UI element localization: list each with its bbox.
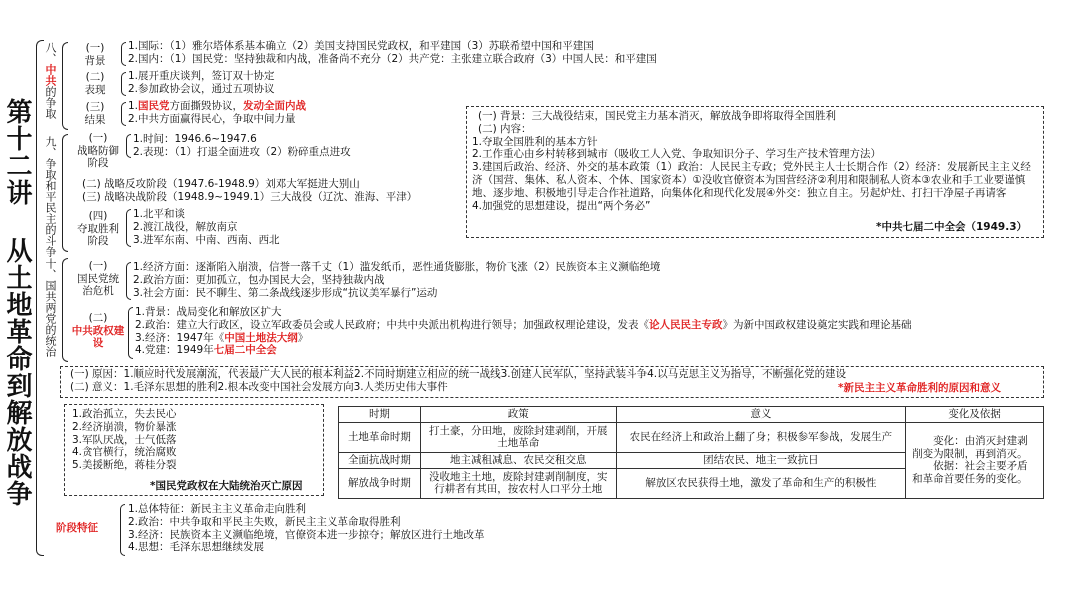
ch8-sec3-brace <box>121 102 126 126</box>
change-basis-cell: 变化：由消灭封建剥削变为限制，再到消灭。 依据：社会主要矛盾和革命首要任务的变化。 <box>906 422 1044 498</box>
ch8-sec2-lines: 1.展开重庆谈判，签订双十协定 2.参加政协会议，通过五项协议 <box>128 70 275 95</box>
ch8-sec3-label: (三) 结果 <box>84 101 106 126</box>
second-plenum-tag: *中共七届二中全会（1949.3） <box>876 221 1028 233</box>
table-cell: 团结农民、地主一致抗日 <box>616 452 906 468</box>
ch10-sec1-brace <box>126 262 131 300</box>
table-cell: 全面抗战时期 <box>339 452 421 468</box>
ch8-brace <box>62 42 68 130</box>
ch8-sec1-brace <box>121 42 126 66</box>
ch9-brace <box>62 134 68 252</box>
ch10-sec2-brace <box>128 307 133 359</box>
table-cell: 打土豪，分田地，废除封建剥削，开展土地革命 <box>420 422 616 452</box>
page-title: 第十二讲 从土地革命到解放战争 <box>2 98 32 507</box>
header-policy: 政策 <box>420 407 616 423</box>
ch9-sec1-label: (一) 战略防御阶段 <box>77 132 119 170</box>
kmt-collapse-list: 1.政治孤立，失去民心 2.经济崩溃，物价暴涨 3.军队厌战，士气低落 4.贪官横行，统治腐败 5.美援断绝，蒋桂分裂 <box>72 408 177 472</box>
ch9-sec4-lines: 1.北平和谈 2.渡江战役，解放南京 3.进军东南、中南、西南、西北 <box>133 208 280 246</box>
table-cell: 没收地主土地，废除封建剥削制度，实行耕者有其田，按农村人口平分土地 <box>420 468 616 498</box>
ch9-sec1-brace <box>126 134 131 158</box>
table-cell: 农民在经济上和政治上翻了身；积极参军参战，发展生产 <box>616 422 906 452</box>
main-brace <box>36 40 44 556</box>
table-header-row <box>339 407 1044 423</box>
ch10-sec2-lines: 1.背景：战局变化和解放区扩大 2.政治：建立大行政区，设立军政委员会或人民政府；中共中央派出机构进行领导；加强政权理论建设，发表《论人民民主专政》为新中国政权建设奠定实践和理论基础 3.经济：1947年《中国土地法大纲》 4.党建：1949年七届二中全会 <box>135 306 912 357</box>
header-change: 变化及依据 <box>906 407 1044 423</box>
ch10-sec1-lines: 1.经济方面：逐渐陷入崩溃，信誉一落千丈（1）滥发纸币，恶性通货膨胀，物价飞涨（2）民族资本主义濒临绝境 2.政治方面：更加孤立，包办国民大会，坚持独裁内战 3.社会方面：民不聊生、第二条战线逐步形成“抗议美军暴行”运动 <box>133 261 661 299</box>
stage-features-lines: 1.总体特征：新民主主义革命走向胜利 2.政治：中共争取和平民主失败，新民主主义革命取得胜利 3.经济：民族资本主义濒临绝境，官僚资本进一步掠夺；解放区进行土地改革 4.思想：毛泽东思想继续发展 <box>128 503 485 554</box>
chapter-10-label: 十、国共两党的统治 <box>44 258 57 357</box>
land-policy-table <box>338 406 1044 499</box>
table-cell: 解放区农民获得土地，激发了革命和生产的积极性 <box>616 468 906 498</box>
ch9-sec1-lines: 1.时间：1946.6~1947.6 2.表现：（1）打退全面进攻（2）粉碎重点进攻 <box>133 133 351 158</box>
table-cell: 解放战争时期 <box>339 468 421 498</box>
stage-features-label: 阶段特征 <box>56 522 98 534</box>
header-meaning: 意义 <box>616 407 906 423</box>
chapter-8-label: 八、中共的争取 <box>44 42 57 119</box>
table-row <box>339 422 1044 452</box>
victory-causes-tag: *新民主主义革命胜利的原因和意义 <box>838 382 1001 394</box>
ch10-sec1-label: (一) 国民党统治危机 <box>77 260 119 298</box>
ch8-sec2-label: (二) 表现 <box>84 71 106 96</box>
stage-brace <box>120 504 125 556</box>
ch10-brace <box>62 258 68 362</box>
ch9-sec2-3-lines: (二) 战略反攻阶段（1947.6-1948.9）刘邓大军挺进大别山 (三) 战略决战阶段（1948.9~1949.1）三大战役（辽沈、淮海、平津） <box>82 178 418 203</box>
chapter-9-label: 九、争取和平民主的斗争 <box>44 136 57 257</box>
victory-causes-lines: (一) 原因：1.顺应时代发展潮流，代表最广大人民的根本利益2.不同时期建立相应的统一战线3.创建人民军队，坚持武装斗争4.以马克思主义为指导，不断强化党的建设 (二) 意义：1.毛泽东思想的胜利2.根本改变中国社会发展方向3.人类历史伟大事件 <box>70 368 847 393</box>
ch10-sec2-label: (二) 中共政权建设 <box>71 312 125 350</box>
ch8-sec1-label: (一) 背景 <box>84 42 106 67</box>
header-period: 时期 <box>339 407 421 423</box>
ch8-sec1-lines: 1.国际：（1）雅尔塔体系基本确立（2）美国支持国民党政权，和平建国（3）苏联希望中国和平建国 2.国内：（1）国民党：坚持独裁和内战，准备尚不充分（2）共产党：主张建立联合政府（3）中国人民：和平建国 <box>128 40 657 65</box>
ch8-sec3-lines: 1.国民党方面撕毁协议，发动全面内战 2.中共方面赢得民心，争取中间力量 <box>128 100 307 125</box>
table-cell: 地主减租减息、农民交租交息 <box>420 452 616 468</box>
kmt-collapse-tag: *国民党政权在大陆统治灭亡原因 <box>150 480 303 492</box>
ch9-sec4-label: (四) 夺取胜利阶段 <box>77 210 119 248</box>
ch8-sec2-brace <box>121 72 126 96</box>
ch9-sec4-brace <box>126 209 131 247</box>
table-cell: 土地革命时期 <box>339 422 421 452</box>
second-plenum-text: (一) 背景：三大战役结束，国民党主力基本消灭，解放战争即将取得全国胜利 (二) 内容： 1.夺取全国胜利的基本方针 2.工作重心由乡村转移到城市（吸收工人入党、争取知识分子、学习生产技术管理方法） 3.建国后政治、经济、外交的基本政策（1）政治：人民民主专政；党外民主人士长期合作（2）经济：发展新民主主义经济（国营、集体、私人资本、个体、国家资本）①没收官僚资本为国营经济②利用和限制私人资本③农业和手工业要谨慎地、逐步地、积极地引导走合作社道路，向集体化和现代化发展④外交：独立自主。另起炉灶、打扫干净屋子再请客 4.加强党的思想建设，提出“两个务必” <box>472 110 1031 212</box>
